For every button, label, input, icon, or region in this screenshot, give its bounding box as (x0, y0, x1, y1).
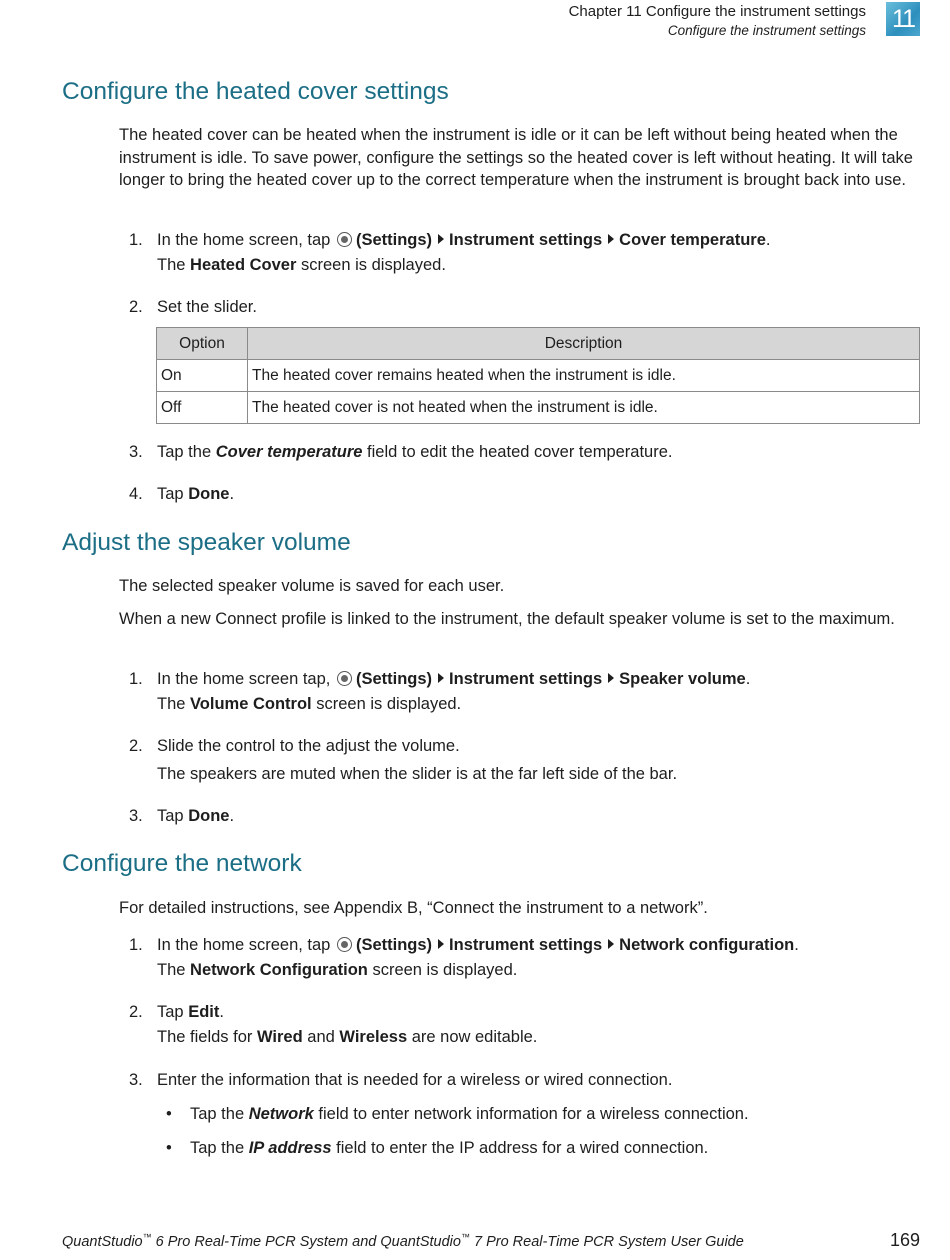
breadcrumb-arrow-icon (608, 234, 614, 244)
heading-network: Configure the network (62, 850, 302, 877)
breadcrumb-arrow-icon (438, 673, 444, 683)
column-header-option: Option (157, 328, 248, 360)
heading-speaker-volume: Adjust the speaker volume (62, 529, 351, 556)
settings-gear-icon (337, 671, 352, 686)
breadcrumb-arrow-icon (438, 234, 444, 244)
footer-guide-title: QuantStudio™ 6 Pro Real-Time PCR System and QuantStudio™ 7 Pro Real-Time PCR System User Guide (62, 1232, 744, 1250)
breadcrumb-arrow-icon (608, 673, 614, 683)
chapter-label: Chapter 11 (568, 3, 642, 20)
chapter-title: Configure the instrument settings (645, 3, 866, 20)
bullet-icon: • (166, 1139, 172, 1157)
breadcrumb-arrow-icon (438, 939, 444, 949)
slider-options-table (156, 327, 920, 424)
table-header-row (157, 328, 920, 360)
bullet-icon: • (166, 1105, 172, 1123)
chapter-number-badge: 11 (886, 2, 920, 36)
step-number: 1. (129, 231, 143, 249)
breadcrumb-arrow-icon (608, 939, 614, 949)
network-intro: For detailed instructions, see Appendix B, “Connect the instrument to a network”. (119, 899, 708, 917)
table-row: On The heated cover remains heated when the instrument is idle. (157, 360, 920, 392)
speaker-para-1: The selected speaker volume is saved for each user. (119, 577, 505, 595)
heated-cover-intro: The heated cover can be heated when the instrument is idle or it can be left without being heated when the instrument is idle. To save power, configure the settings so the heated cover is left without heating. It will take longer to bring the heated cover up to the correct temperature when the instrument is brought back into use. (119, 126, 913, 189)
settings-gear-icon (337, 937, 352, 952)
table-row: Off The heated cover is not heated when the instrument is idle. (157, 392, 920, 424)
settings-gear-icon (337, 232, 352, 247)
running-header (569, 2, 866, 40)
page-number: 169 (889, 1230, 920, 1250)
column-header-description: Description (248, 328, 920, 360)
heading-heated-cover: Configure the heated cover settings (62, 78, 449, 105)
section-subtitle: Configure the instrument settings (667, 23, 866, 38)
speaker-para-2: When a new Connect profile is linked to the instrument, the default speaker volume is set to the maximum. (119, 610, 895, 628)
